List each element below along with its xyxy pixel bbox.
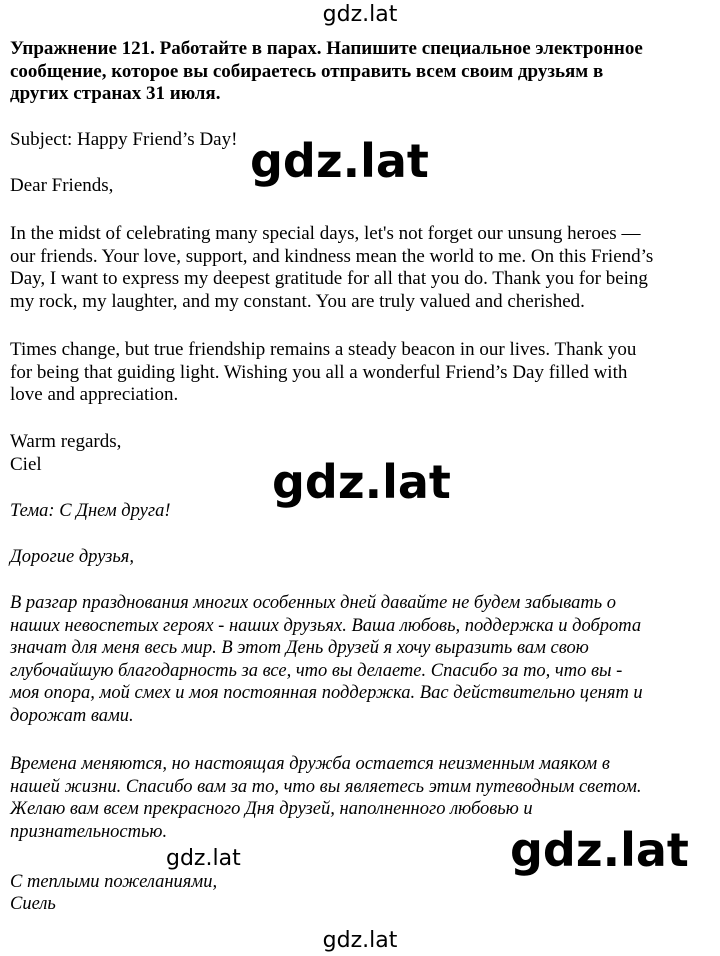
watermark-large-2: gdz.lat — [272, 455, 451, 509]
exercise-title — [10, 38, 710, 106]
russian-signature: Сиель — [10, 894, 56, 914]
paragraph-line: love and appreciation. — [10, 384, 179, 405]
russian-paragraph-1 — [10, 592, 710, 727]
russian-paragraph-2 — [10, 753, 710, 843]
watermark-top: gdz.lat — [322, 2, 398, 27]
paragraph-line: дорожат вами. — [10, 705, 134, 726]
english-subject: Subject: Happy Friend’s Day! — [10, 129, 238, 150]
paragraph-line: my rock, my laughter, and my constant. You are truly valued and cherished. — [10, 290, 585, 312]
russian-closing: С теплыми пожеланиями, — [10, 872, 218, 892]
russian-greeting: Дорогие друзья, — [10, 547, 135, 567]
english-closing: Warm regards, — [10, 431, 122, 452]
watermark-bottom: gdz.lat — [322, 928, 398, 953]
english-paragraph-2 — [10, 339, 710, 407]
english-greeting: Dear Friends, — [10, 175, 114, 196]
paragraph-line: our friends. Your love, support, and kindness mean the world to me. On this Friend’s — [10, 245, 654, 267]
russian-subject: Тема: С Днем друга! — [10, 501, 171, 521]
title-line: других странах 31 июля. — [10, 83, 221, 104]
paragraph-line: for being that guiding light. Wishing you all a wonderful Friend’s Day filled with — [10, 361, 628, 383]
paragraph-line: глубочайшую благодарность за все, что вы делаете. Спасибо за то, что вы - — [10, 660, 623, 681]
english-paragraph-1 — [10, 223, 710, 313]
paragraph-line: Времена меняются, но настоящая дружба остается неизменным маяком в — [10, 754, 610, 774]
paragraph-line: наших невоспетых героях - наших друзьях. Ваша любовь, поддержка и доброта — [10, 615, 642, 636]
english-signature: Ciel — [10, 454, 42, 475]
title-line: Упражнение 121. Работайте в парах. Напишите специальное электронное — [10, 38, 643, 59]
paragraph-line: Day, I want to express my deepest gratitude for all that you do. Thank you for being — [10, 268, 648, 289]
watermark-small: gdz.lat — [166, 846, 241, 871]
title-line: сообщение, которое вы собираетесь отправить всем своим друзьям в — [10, 60, 604, 82]
paragraph-line: В разгар празднования многих особенных дней давайте не будем забывать о — [10, 593, 617, 613]
paragraph-line: нашей жизни. Спасибо вам за то, что вы являетесь этим путеводным светом. — [10, 776, 642, 797]
paragraph-line: признательностью. — [10, 821, 168, 842]
watermark-large-1: gdz.lat — [250, 134, 429, 188]
watermark-large-3: gdz.lat — [510, 823, 689, 877]
paragraph-line: Желаю вам всем прекрасного Дня друзей, наполненного любовью и — [10, 799, 533, 819]
paragraph-line: моя опора, мой смех и моя постоянная поддержка. Вас действительно ценят и — [10, 683, 643, 703]
paragraph-line: значат для меня весь мир. В этот День друзей я хочу выразить вам свою — [10, 638, 589, 658]
paragraph-line: Times change, but true friendship remains a steady beacon in our lives. Thank you — [10, 339, 637, 360]
paragraph-line: In the midst of celebrating many special days, let's not forget our unsung heroes — — [10, 223, 641, 244]
